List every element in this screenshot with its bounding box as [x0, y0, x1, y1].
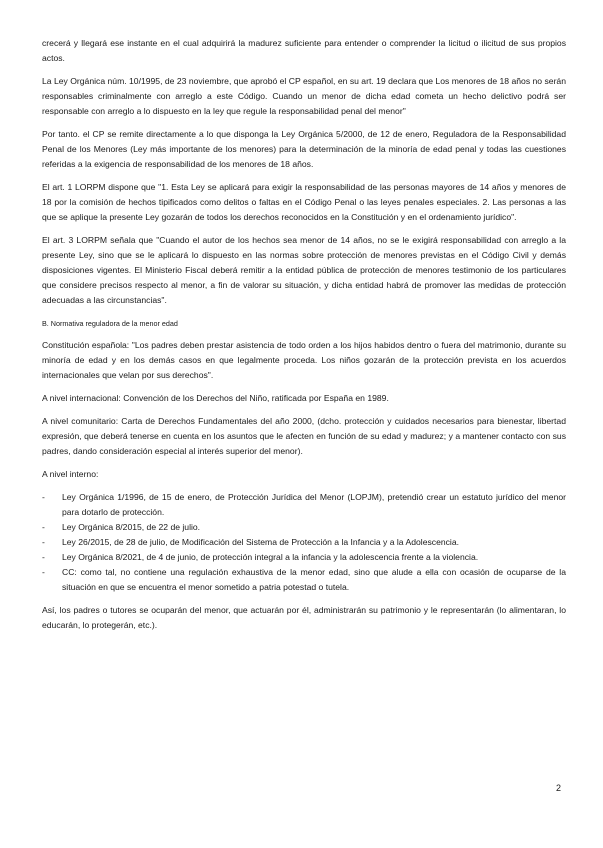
- list-bullet: -: [42, 567, 45, 577]
- legislation-list: [42, 490, 566, 595]
- list-item: [42, 520, 566, 535]
- section-heading-b: B. Normativa reguladora de la menor edad: [42, 319, 178, 328]
- list-bullet: -: [42, 492, 45, 502]
- list-item-text: CC: como tal, no contiene una regulación exhaustiva de la menor edad, sino que alude a ella con ocasión de ocuparse de la situación en que se encuentra el menor sometido a patria potestad o tutela.: [62, 567, 566, 592]
- paragraph-nivel-internacional: A nivel internacional: Convención de los Derechos del Niño, ratificada por España en 1989.: [42, 393, 389, 403]
- paragraph-ley-organica-10-1995: La Ley Orgánica núm. 10/1995, de 23 noviembre, que aprobó el CP español, en su art. 19 declara que Los menores de 18 años no serán responsables criminalmente con arreglo a este Código. Cuando un menor de dicha edad cometa un hecho delictivo podrá ser responsable con arreglo a lo dispuesto en la ley que regule la responsabilidad penal del menor": [42, 76, 566, 116]
- list-item-text: Ley Orgánica 1/1996, de 15 de enero, de Protección Jurídica del Menor (LOPJM), pretendió crear un estatuto jurídico del menor para dotarlo de protección.: [62, 492, 566, 517]
- list-bullet: -: [42, 522, 45, 532]
- paragraph-padres-tutores: Así, los padres o tutores se ocuparán del menor, que actuarán por él, administrarán su patrimonio y le representarán (lo alimentaran, lo educarán, lo protegerán, etc.).: [42, 605, 566, 630]
- list-item-text: Ley Orgánica 8/2021, de 4 de junio, de protección integral a la infancia y la adolescencia frente a la violencia.: [62, 552, 479, 562]
- paragraph-madurez: crecerá y llegará ese instante en el cual adquirirá la madurez suficiente para entender o comprender la licitud o ilicitud de sus propios actos.: [42, 38, 566, 63]
- paragraph-nivel-interno: A nivel interno:: [42, 469, 99, 479]
- list-item: [42, 565, 566, 595]
- list-item-text: Ley Orgánica 8/2015, de 22 de julio.: [62, 522, 201, 532]
- paragraph-art-3-lorpm: El art. 3 LORPM señala que "Cuando el autor de los hechos sea menor de 14 años, no se le exigirá responsabilidad con arreglo a la presente Ley, sino que se le aplicará lo dispuesto en las normas sobre protección de menores previstas en el Código Civil y demás disposiciones vigentes. El Ministerio Fiscal deberá remitir a la entidad pública de protección de menores testimonio de los particulares que considere precisos respecto al menor, a fin de valorar su situación, y dicha entidad habrá de promover las medidas de protección adecuadas a las circunstancias".: [42, 235, 566, 305]
- paragraph-nivel-comunitario: A nivel comunitario: Carta de Derechos Fundamentales del año 2000, (dcho. protección y cuidados necesarios para bienestar, libertad expresión, que deberá tenerse en cuenta en los asuntos que le afecten en función de su edad y madurez; y a mantener contacto con sus padres, dando consideración especial al interés superior del menor).: [42, 416, 566, 456]
- paragraph-art-1-lorpm: El art. 1 LORPM dispone que "1. Esta Ley se aplicará para exigir la responsabilidad de las personas mayores de 14 años y menores de 18 por la comisión de hechos tipificados como delitos o faltas en el Código Penal o las leyes penales especiales. 2. Las personas a las que se aplique la presente Ley gozarán de todos los derechos reconocidos en la Constitución y en el ordenamiento jurídico".: [42, 182, 566, 222]
- paragraph-ley-organica-5-2000: Por tanto. el CP se remite directamente a lo que disponga la Ley Orgánica 5/2000, de 12 de enero, Reguladora de la Responsabilidad Penal de los Menores (Ley más importante de los menores) para la determinación de la minoría de edad penal y todas las cuestiones referidas a la exigencia de responsabilidad de los menores de 18 años.: [42, 129, 566, 169]
- list-item: [42, 490, 566, 520]
- list-bullet: -: [42, 552, 45, 562]
- list-item: [42, 550, 566, 565]
- paragraph-constitucion: Constitución española: "Los padres deben prestar asistencia de todo orden a los hijos habidos dentro o fuera del matrimonio, durante su minoría de edad y en los demás casos en que legalmente proceda. Los niños gozarán de la protección prevista en los acuerdos internacionales que velan por sus derechos".: [42, 340, 566, 380]
- list-bullet: -: [42, 537, 45, 547]
- list-item-text: Ley 26/2015, de 28 de julio, de Modificación del Sistema de Protección a la Infancia y a la Adolescencia.: [62, 537, 459, 547]
- page-number: 2: [556, 783, 562, 793]
- list-item: [42, 535, 566, 550]
- document-body: [42, 36, 566, 641]
